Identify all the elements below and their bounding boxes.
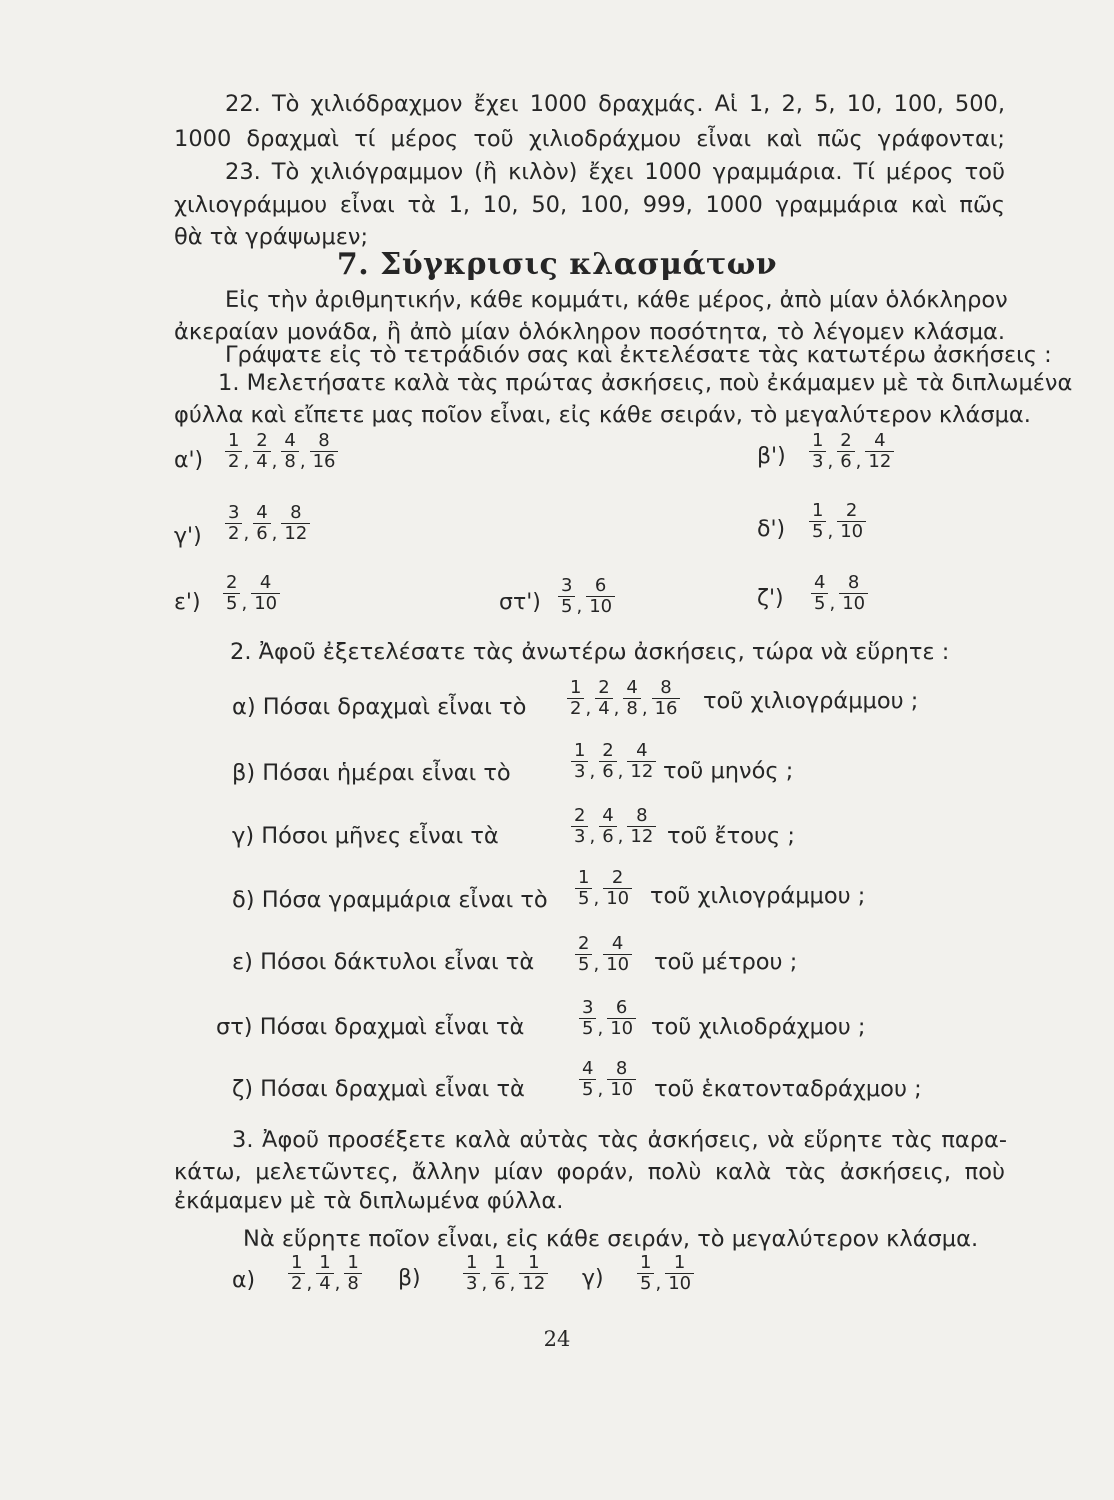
fraction-numerator: 1	[316, 1253, 333, 1274]
ex2-e-question: ε) Πόσοι δάκτυλοι εἶναι τὰ	[232, 949, 535, 975]
ex2-z-question: ζ) Πόσαι δραχμαὶ εἶναι τὰ	[232, 1076, 525, 1102]
fraction-denominator: 12	[868, 450, 892, 472]
intro-line-1: Εἰς τὴν ἀριθμητικήν, κάθε κομμάτι, κάθε μέρος, ἀπὸ μίαν ὁλόκληρον	[225, 287, 1008, 313]
fraction-denominator: 5	[578, 953, 590, 975]
fraction-numerator: 1	[344, 1253, 361, 1274]
fraction-denominator: 4	[598, 697, 610, 719]
fraction-numerator: 1	[571, 741, 588, 762]
fraction	[253, 503, 270, 544]
fraction-denominator: 5	[640, 1272, 652, 1294]
fraction	[607, 1059, 636, 1100]
fraction-denominator: 2	[291, 1272, 303, 1294]
fraction-separator: ,	[334, 1273, 341, 1294]
fraction	[225, 431, 242, 472]
fraction-denominator: 6	[256, 522, 268, 544]
fraction-numerator: 1	[463, 1253, 480, 1274]
fraction-denominator: 5	[582, 1017, 594, 1039]
fraction	[571, 741, 588, 782]
fraction-denominator: 16	[312, 450, 336, 472]
fraction	[599, 806, 616, 847]
exercise-3-line-3: ἐκάμαμεν μὲ τὰ διπλωμένα φύλλα.	[174, 1188, 564, 1214]
ex2-a-question: α) Πόσαι δραχμαὶ εἶναι τὸ	[232, 694, 527, 720]
fraction-denominator: 10	[606, 953, 630, 975]
fraction	[837, 501, 866, 542]
fraction-numerator: 6	[607, 998, 636, 1019]
exercise-23-line-1: 23. Τὸ χιλιόγραμμον (ἢ κιλὸν) ἔχει 1000 γραμμάρια. Τί μέρος τοῦ	[225, 159, 1005, 185]
ex2-b-fractions	[570, 740, 657, 782]
fraction-denominator: 10	[610, 1078, 634, 1100]
fraction-denominator: 5	[814, 592, 826, 614]
fraction	[603, 934, 632, 975]
fraction-denominator: 6	[840, 450, 852, 472]
fraction	[223, 573, 240, 614]
ex3-c-fractions	[636, 1252, 695, 1294]
fraction-denominator: 3	[574, 825, 586, 847]
fraction-denominator: 5	[582, 1078, 594, 1100]
ex3-a-fractions	[287, 1252, 363, 1294]
ex1-z-label: ζ')	[757, 586, 784, 611]
fraction-numerator: 4	[251, 573, 280, 594]
fraction-numerator: 1	[519, 1253, 548, 1274]
fraction	[603, 868, 632, 909]
exercise-3-line-1: 3. Ἀφοῦ προσέξετε καλὰ αὐτὰς τὰς ἀσκήσεις, νὰ εὕρητε τὰς παρα-	[232, 1127, 1007, 1153]
fraction	[281, 503, 310, 544]
ex1-c-fractions	[224, 502, 311, 544]
ex1-st-label: στ')	[499, 590, 541, 615]
fraction-denominator: 6	[494, 1272, 506, 1294]
fraction-numerator: 8	[839, 573, 868, 594]
fraction	[491, 1253, 508, 1294]
fraction-denominator: 10	[254, 592, 278, 614]
fraction-separator: ,	[855, 451, 862, 472]
fraction-numerator: 2	[571, 806, 588, 827]
ex2-st-question: στ) Πόσαι δραχμαὶ εἶναι τὰ	[216, 1014, 525, 1040]
fraction-separator: ,	[589, 826, 596, 847]
fraction-denominator: 10	[840, 520, 864, 542]
ex1-e-label: ε')	[174, 590, 201, 615]
fraction-denominator: 3	[812, 450, 824, 472]
ex2-d-question: δ) Πόσα γραμμάρια εἶναι τὸ	[232, 887, 548, 913]
ex1-a-label: α')	[174, 448, 204, 473]
fraction-separator: ,	[509, 1273, 516, 1294]
fraction-separator: ,	[829, 593, 836, 614]
fraction-separator: ,	[576, 596, 583, 617]
fraction-denominator: 10	[668, 1272, 692, 1294]
fraction	[811, 573, 828, 614]
fraction	[253, 431, 270, 472]
exercise-22-line-2: 1000 δραχμαὶ τί μέρος τοῦ χιλιοδράχμου εἶναι καὶ πῶς γράφονται;	[174, 126, 1005, 152]
ex2-st-tail: τοῦ χιλιοδράχμου ;	[651, 1014, 866, 1040]
fraction-denominator: 10	[589, 595, 613, 617]
fraction-numerator: 4	[599, 806, 616, 827]
fraction-numerator: 4	[623, 678, 640, 699]
fraction	[310, 431, 339, 472]
fraction-separator: ,	[641, 698, 648, 719]
fraction	[575, 868, 592, 909]
fraction-denominator: 12	[630, 825, 654, 847]
ex1-d-label: δ')	[757, 517, 786, 542]
fraction-denominator: 2	[228, 522, 240, 544]
fraction-denominator: 5	[812, 520, 824, 542]
fraction-numerator: 1	[288, 1253, 305, 1274]
fraction-separator: ,	[241, 593, 248, 614]
fraction-denominator: 12	[630, 760, 654, 782]
fraction-denominator: 10	[842, 592, 866, 614]
fraction-numerator: 2	[837, 501, 866, 522]
exercise-1-line-1: 1. Μελετήσατε καλὰ τὰς πρώτας ἀσκήσεις, ποὺ ἐκάμαμεν μὲ τὰ διπλωμένα	[218, 370, 1073, 396]
fraction	[809, 501, 826, 542]
fraction-separator: ,	[593, 888, 600, 909]
fraction-separator: ,	[585, 698, 592, 719]
ex2-a-tail: τοῦ χιλιογράμμου ;	[703, 688, 919, 714]
fraction-numerator: 4	[811, 573, 828, 594]
fraction-numerator: 2	[575, 934, 592, 955]
fraction-numerator: 4	[579, 1059, 596, 1080]
section-heading: 7. Σύγκρισις κλασμάτων	[336, 247, 778, 282]
exercise-1-line-2: φύλλα καὶ εἴπετε μας ποῖον εἶναι, εἰς κάθε σειράν, τὸ μεγαλύτερον κλάσμα.	[174, 402, 1031, 428]
fraction-numerator: 1	[637, 1253, 654, 1274]
fraction	[575, 934, 592, 975]
fraction-numerator: 2	[253, 431, 270, 452]
fraction-denominator: 2	[228, 450, 240, 472]
fraction-numerator: 8	[607, 1059, 636, 1080]
ex1-e-fractions	[222, 572, 281, 614]
fraction	[316, 1253, 333, 1294]
exercise-3-line-4: Νὰ εὕρητε ποῖον εἶναι, εἰς κάθε σειράν, τὸ μεγαλύτερον κλάσμα.	[243, 1226, 979, 1252]
page-number: 24	[543, 1327, 571, 1351]
exercise-23-line-2: χιλιογράμμου εἶναι τὰ 1, 10, 50, 100, 999, 1000 γραμμάρια καὶ πῶς	[174, 192, 1005, 218]
fraction	[225, 503, 242, 544]
ex1-z-fractions	[810, 572, 869, 614]
ex1-b-fractions	[808, 430, 895, 472]
ex2-c-fractions	[570, 805, 657, 847]
exercise-3-line-2: κάτω, μελετῶντες, ἄλλην μίαν φοράν, πολὺ καλὰ τὰς ἀσκήσεις, ποὺ	[174, 1159, 1005, 1185]
fraction	[519, 1253, 548, 1294]
fraction	[567, 678, 584, 719]
ex2-e-tail: τοῦ μέτρου ;	[654, 949, 798, 975]
fraction-numerator: 2	[837, 431, 854, 452]
fraction-separator: ,	[306, 1273, 313, 1294]
ex1-b-label: β')	[757, 444, 786, 469]
fraction-numerator: 1	[491, 1253, 508, 1274]
fraction-denominator: 10	[610, 1017, 634, 1039]
fraction-denominator: 10	[606, 887, 630, 909]
ex2-d-fractions	[574, 867, 633, 909]
fraction-denominator: 16	[654, 697, 678, 719]
fraction	[809, 431, 826, 472]
fraction-denominator: 5	[561, 595, 573, 617]
fraction-numerator: 4	[281, 431, 298, 452]
fraction-numerator: 1	[575, 868, 592, 889]
fraction-denominator: 8	[347, 1272, 359, 1294]
fraction-numerator: 8	[652, 678, 681, 699]
fraction	[595, 678, 612, 719]
fraction-separator: ,	[597, 1079, 604, 1100]
ex2-z-fractions	[578, 1058, 637, 1100]
ex2-b-question: β) Πόσαι ἡμέραι εἶναι τὸ	[232, 760, 511, 786]
fraction	[344, 1253, 361, 1294]
fraction-numerator: 1	[809, 431, 826, 452]
fraction-denominator: 4	[319, 1272, 331, 1294]
fraction	[288, 1253, 305, 1294]
fraction-separator: ,	[481, 1273, 488, 1294]
ex3-a-label: α)	[232, 1268, 256, 1293]
fraction	[558, 576, 575, 617]
fraction-numerator: 6	[586, 576, 615, 597]
fraction-separator: ,	[243, 451, 250, 472]
ex2-z-tail: τοῦ ἑκατονταδράχμου ;	[654, 1076, 922, 1102]
fraction-separator: ,	[655, 1273, 662, 1294]
ex3-c-label: γ)	[582, 1266, 604, 1291]
fraction-separator: ,	[271, 523, 278, 544]
fraction-separator: ,	[613, 698, 620, 719]
fraction	[579, 1059, 596, 1100]
fraction-numerator: 3	[579, 998, 596, 1019]
fraction-numerator: 4	[603, 934, 632, 955]
fraction	[586, 576, 615, 617]
fraction-separator: ,	[299, 451, 306, 472]
fraction-separator: ,	[593, 954, 600, 975]
ex1-st-fractions	[557, 575, 616, 617]
ex2-c-tail: τοῦ ἔτους ;	[667, 823, 795, 849]
fraction	[637, 1253, 654, 1294]
fraction-numerator: 4	[627, 741, 656, 762]
fraction-separator: ,	[827, 451, 834, 472]
fraction-denominator: 6	[602, 825, 614, 847]
exercise-2-intro: 2. Ἀφοῦ ἐξετελέσατε τὰς ἀνωτέρω ἀσκήσεις, τώρα νὰ εὕρητε :	[230, 639, 950, 665]
ex2-e-fractions	[574, 933, 633, 975]
ex2-a-fractions	[566, 677, 681, 719]
fraction	[837, 431, 854, 472]
fraction-denominator: 5	[226, 592, 238, 614]
fraction-numerator: 1	[567, 678, 584, 699]
fraction-denominator: 3	[574, 760, 586, 782]
fraction-separator: ,	[589, 761, 596, 782]
intro-line-2: ἀκεραίαν μονάδα, ἢ ἀπὸ μίαν ὁλόκληρον ποσότητα, τὸ λέγομεν κλάσμα.	[174, 319, 1005, 345]
ex3-b-fractions	[462, 1252, 549, 1294]
fraction	[579, 998, 596, 1039]
ex2-c-question: γ) Πόσοι μῆνες εἶναι τὰ	[232, 823, 499, 849]
fraction-numerator: 1	[809, 501, 826, 522]
intro-line-3: Γράψατε εἰς τὸ τετράδιόν σας καὶ ἐκτελέσατε τὰς κατωτέρω ἀσκήσεις :	[225, 342, 1052, 368]
ex2-b-tail: τοῦ μηνός ;	[663, 758, 794, 784]
fraction	[627, 806, 656, 847]
fraction	[463, 1253, 480, 1294]
fraction-numerator: 2	[595, 678, 612, 699]
ex2-st-fractions	[578, 997, 637, 1039]
fraction-denominator: 12	[284, 522, 308, 544]
fraction	[251, 573, 280, 614]
exercise-22-line-1: 22. Τὸ χιλιόδραχμον ἔχει 1000 δραχμάς. Αἱ 1, 2, 5, 10, 100, 500,	[225, 91, 1005, 117]
fraction-numerator: 1	[665, 1253, 694, 1274]
fraction-numerator: 8	[627, 806, 656, 827]
fraction-numerator: 8	[310, 431, 339, 452]
fraction-separator: ,	[597, 1018, 604, 1039]
fraction-denominator: 5	[578, 887, 590, 909]
fraction-denominator: 12	[522, 1272, 546, 1294]
fraction-numerator: 2	[599, 741, 616, 762]
fraction-separator: ,	[617, 761, 624, 782]
fraction	[623, 678, 640, 719]
fraction-numerator: 1	[225, 431, 242, 452]
fraction	[839, 573, 868, 614]
ex1-c-label: γ')	[174, 524, 202, 549]
fraction-numerator: 3	[225, 503, 242, 524]
fraction-denominator: 8	[284, 450, 296, 472]
fraction	[652, 678, 681, 719]
fraction	[627, 741, 656, 782]
fraction-numerator: 8	[281, 503, 310, 524]
fraction-denominator: 6	[602, 760, 614, 782]
fraction-denominator: 3	[466, 1272, 478, 1294]
fraction	[599, 741, 616, 782]
ex1-d-fractions	[808, 500, 867, 542]
fraction-numerator: 4	[865, 431, 894, 452]
fraction-separator: ,	[827, 521, 834, 542]
fraction-numerator: 4	[253, 503, 270, 524]
ex3-b-label: β)	[398, 1266, 421, 1291]
fraction-numerator: 3	[558, 576, 575, 597]
exercise-23-line-3: θὰ τὰ γράψωμεν;	[174, 224, 369, 250]
fraction-separator: ,	[271, 451, 278, 472]
fraction-separator: ,	[243, 523, 250, 544]
fraction-numerator: 2	[603, 868, 632, 889]
fraction	[665, 1253, 694, 1294]
ex2-d-tail: τοῦ χιλιογράμμου ;	[650, 883, 866, 909]
fraction	[571, 806, 588, 847]
fraction-separator: ,	[617, 826, 624, 847]
ex1-a-fractions	[224, 430, 339, 472]
fraction-denominator: 2	[570, 697, 582, 719]
fraction-numerator: 2	[223, 573, 240, 594]
fraction-denominator: 8	[626, 697, 638, 719]
fraction	[607, 998, 636, 1039]
fraction-denominator: 4	[256, 450, 268, 472]
fraction	[865, 431, 894, 472]
fraction	[281, 431, 298, 472]
